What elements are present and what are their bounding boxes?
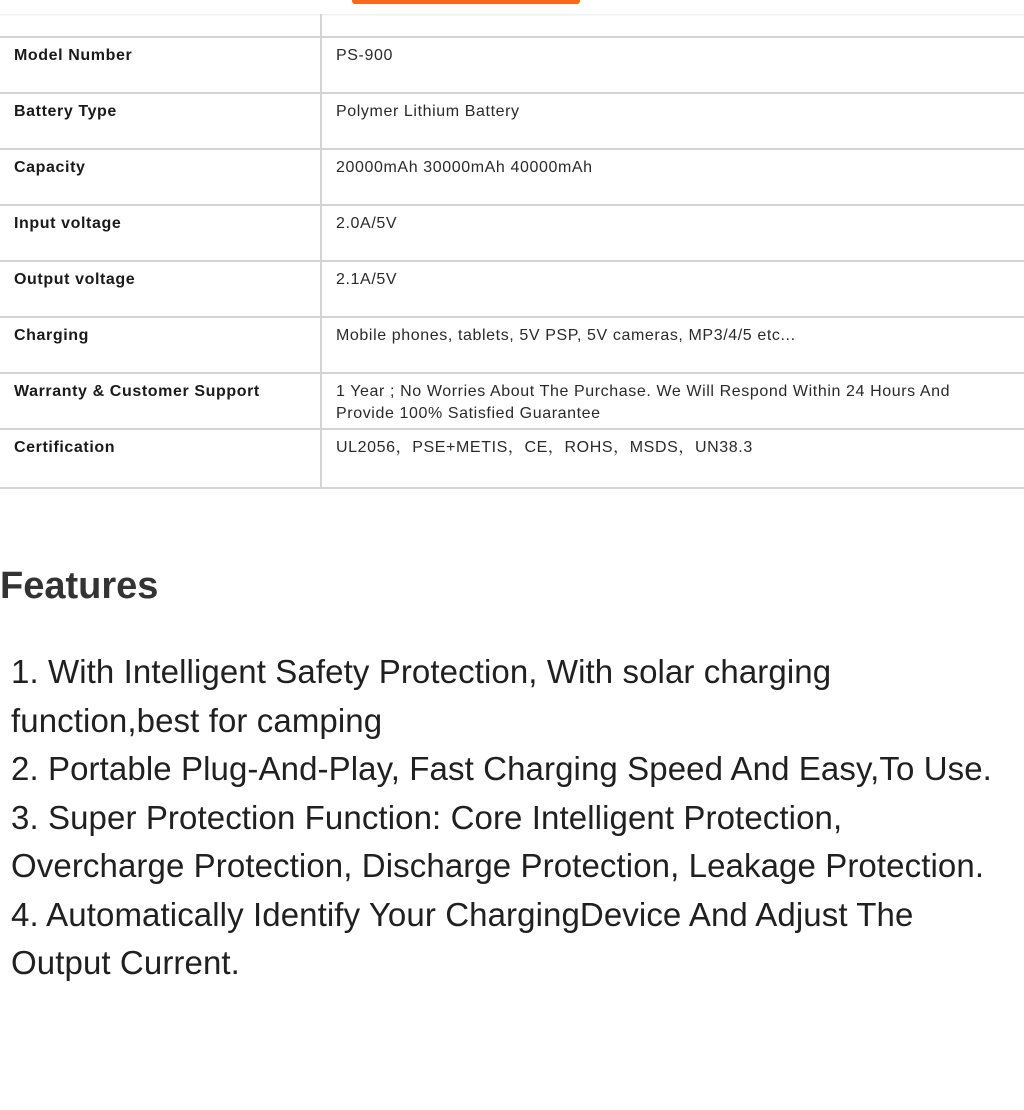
spec-value: Mobile phones, tablets, 5V PSP, 5V cameras, MP3/4/5 etc... xyxy=(321,317,1024,373)
active-tab-indicator xyxy=(352,0,580,4)
spec-label: Input voltage xyxy=(0,205,321,261)
spec-value: 2.1A/5V xyxy=(321,261,1024,317)
table-header-spacer xyxy=(0,14,1024,37)
spec-label: Battery Type xyxy=(0,93,321,149)
table-row xyxy=(0,93,1024,149)
features-list xyxy=(11,648,1011,988)
table-row xyxy=(0,149,1024,205)
specifications-table xyxy=(0,14,1024,489)
feature-item: 3. Super Protection Function: Core Intelligent Protection, Overcharge Protection, Discharge Protection, Leakage Protection. xyxy=(11,798,985,884)
spec-label: Model Number xyxy=(0,37,321,93)
spec-value: UL2056，PSE+METIS，CE，ROHS，MSDS，UN38.3 xyxy=(321,429,1024,488)
spec-label: Certification xyxy=(0,429,321,488)
feature-item: 2. Portable Plug-And-Play, Fast Charging Speed And Easy,To Use. xyxy=(11,750,992,787)
table-row xyxy=(0,205,1024,261)
spec-value: 1 Year ; No Worries About The Purchase. We Will Respond Within 24 Hours And Provide 100% Satisfied Guarantee xyxy=(321,373,1024,429)
spacer-cell xyxy=(321,14,1024,37)
spec-label: Warranty & Customer Support xyxy=(0,373,321,429)
spec-label: Capacity xyxy=(0,149,321,205)
top-header-strip xyxy=(0,0,1024,14)
table-row xyxy=(0,261,1024,317)
table-row xyxy=(0,317,1024,373)
spec-value: Polymer Lithium Battery xyxy=(321,93,1024,149)
table-row xyxy=(0,373,1024,429)
spec-value: 2.0A/5V xyxy=(321,205,1024,261)
spec-label: Output voltage xyxy=(0,261,321,317)
spacer-cell xyxy=(0,14,321,37)
spec-value: 20000mAh 30000mAh 40000mAh xyxy=(321,149,1024,205)
table-row xyxy=(0,37,1024,93)
spec-label: Charging xyxy=(0,317,321,373)
feature-item: 1. With Intelligent Safety Protection, With solar charging function,best for camping xyxy=(11,653,832,739)
features-heading: Features xyxy=(0,565,159,607)
spec-value: PS-900 xyxy=(321,37,1024,93)
table-row xyxy=(0,429,1024,488)
feature-item: 4. Automatically Identify Your ChargingDevice And Adjust The Output Current. xyxy=(11,895,914,981)
